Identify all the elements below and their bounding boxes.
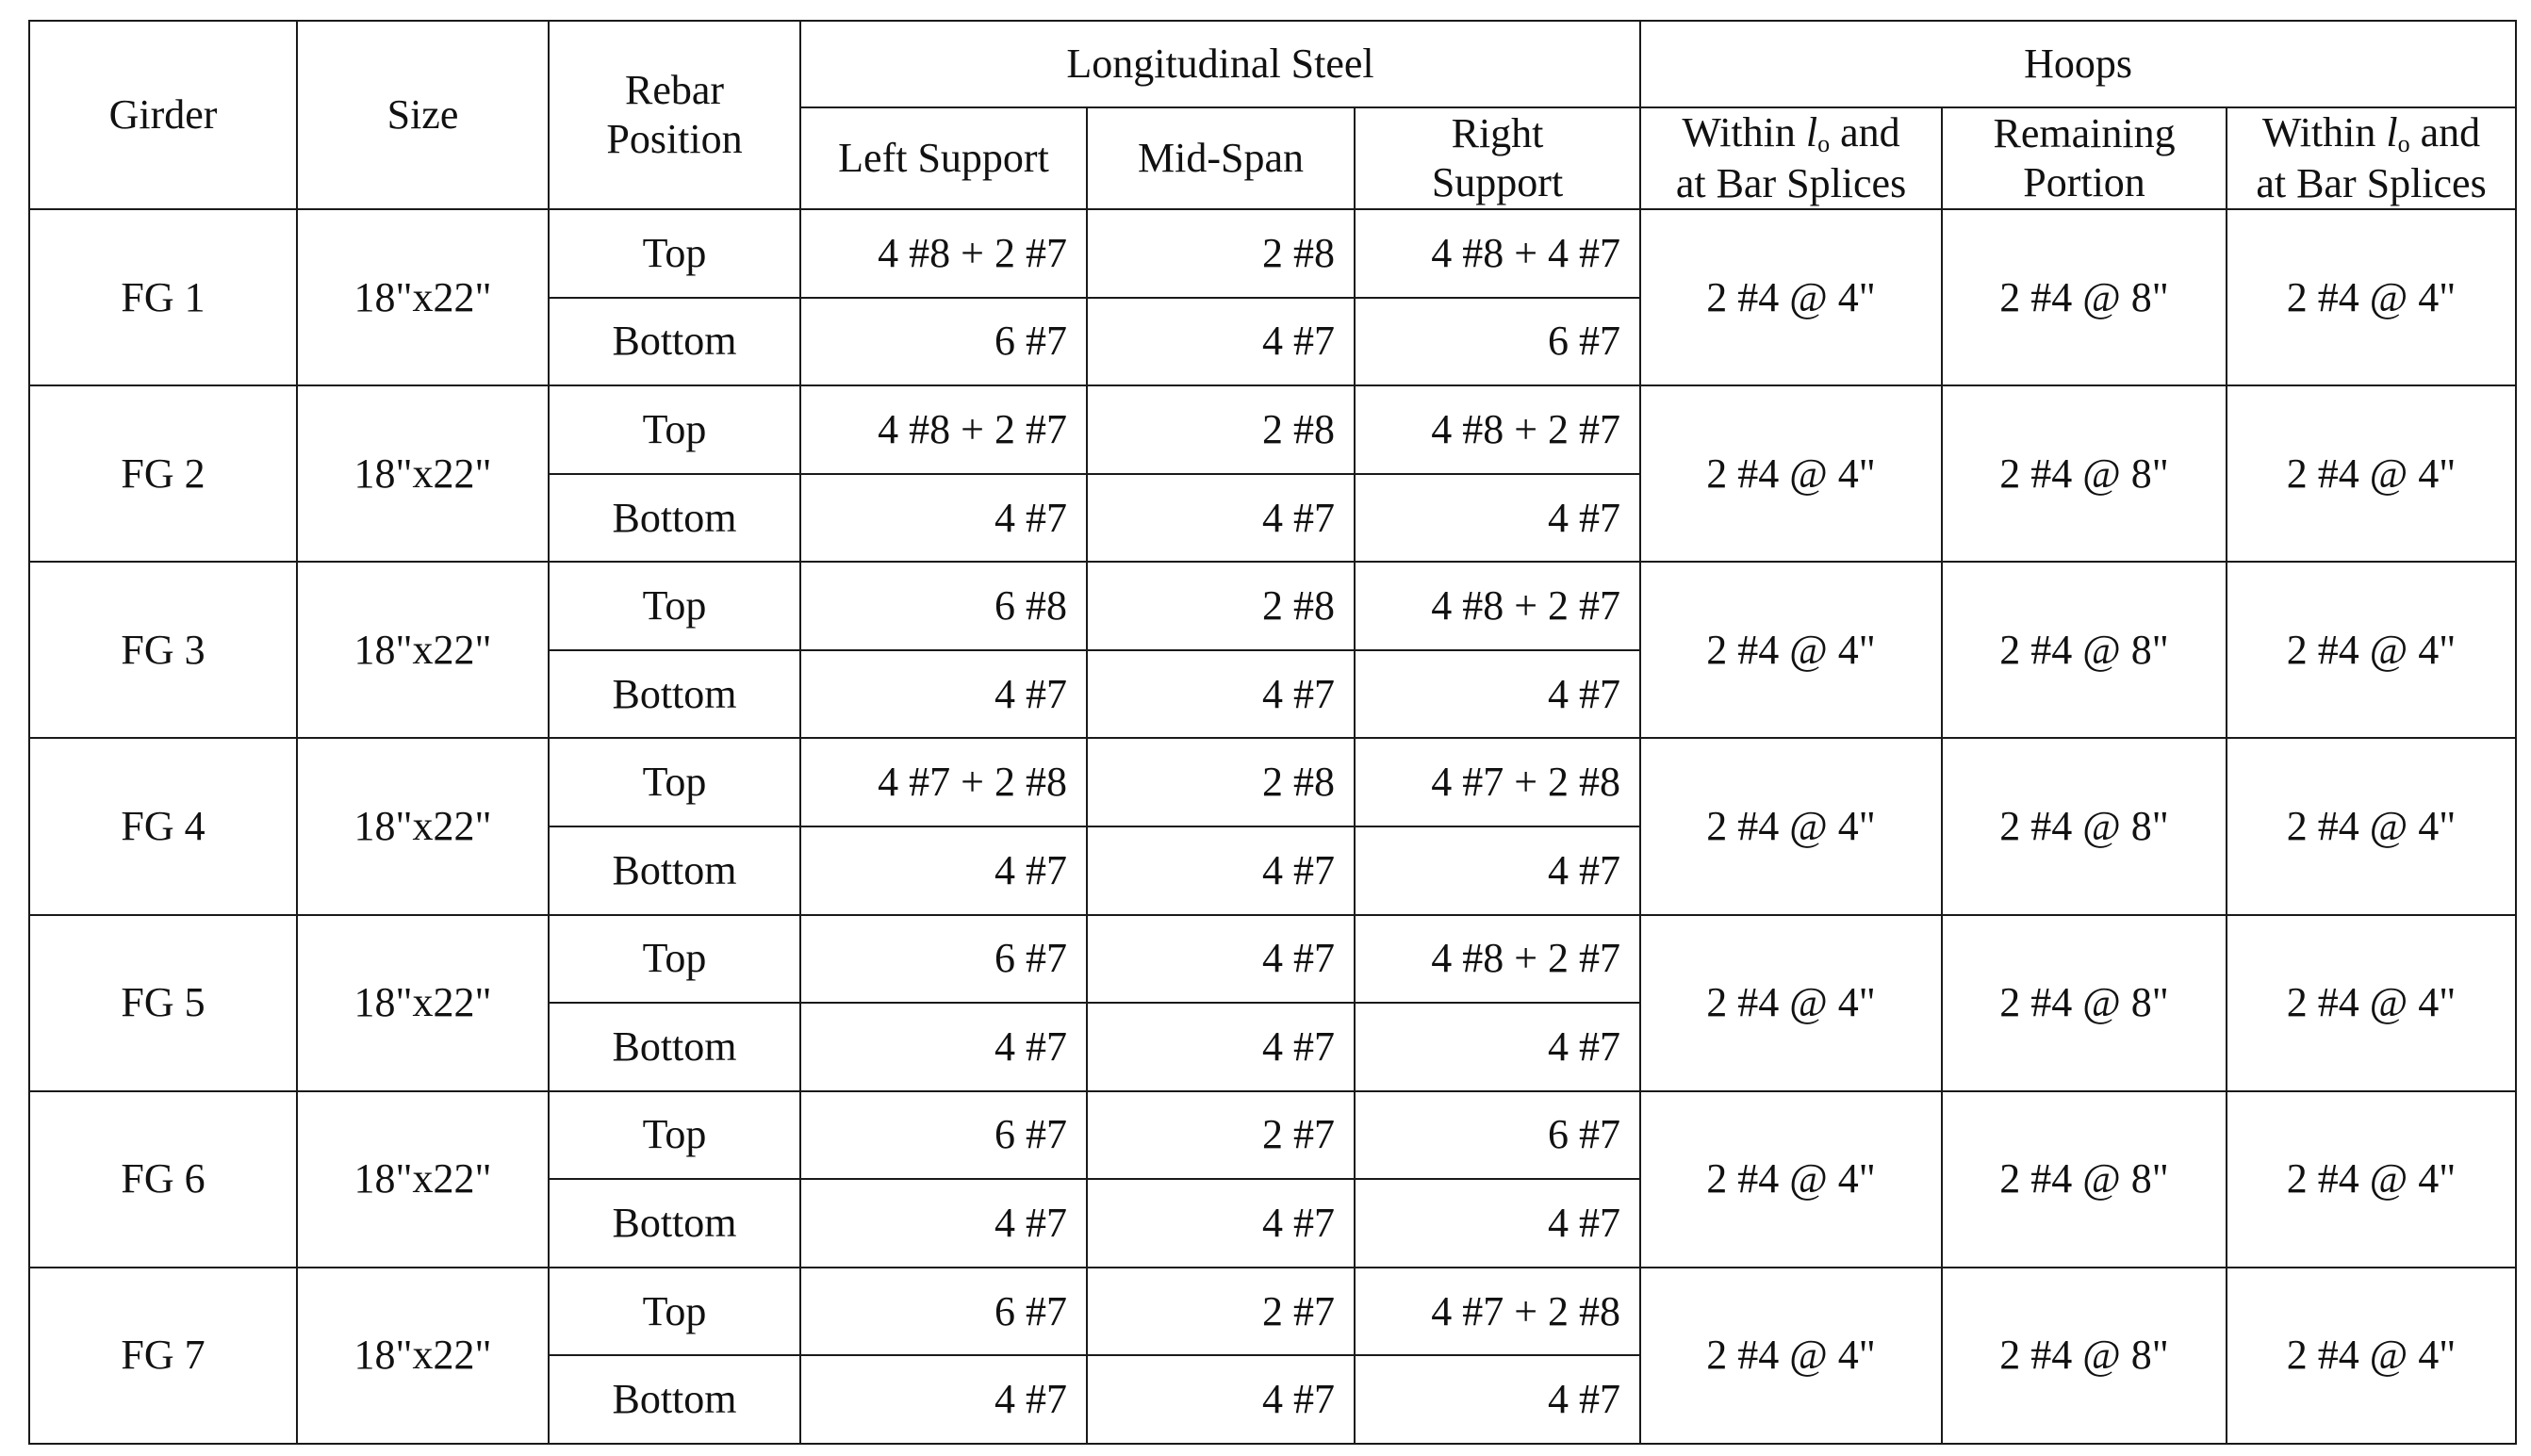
top-right-support: 4 #8 + 2 #7: [1355, 385, 1640, 474]
top-left-support: 6 #7: [800, 1268, 1087, 1356]
rebar-position-bottom: Bottom: [549, 826, 800, 915]
bottom-left-support: 4 #7: [800, 1355, 1087, 1444]
hoops-within-lo-left: 2 #4 @ 4": [1640, 915, 1942, 1091]
top-mid-span: 2 #7: [1087, 1091, 1355, 1180]
header-rebar-position-line2: Position: [606, 116, 743, 162]
girder-row-top: [29, 915, 2516, 1004]
header-hoops-remaining-portion: Remaining Portion: [1942, 107, 2227, 209]
hoops-within-lo-right: 2 #4 @ 4": [2227, 209, 2516, 385]
size-cell: 18"x22": [297, 915, 549, 1091]
bottom-right-support: 4 #7: [1355, 1355, 1640, 1444]
bottom-right-support: 6 #7: [1355, 298, 1640, 386]
girder-cell: FG 5: [29, 915, 297, 1091]
rebar-position-top: Top: [549, 1268, 800, 1356]
bottom-mid-span: 4 #7: [1087, 826, 1355, 915]
bottom-right-support: 4 #7: [1355, 474, 1640, 563]
hoops-remaining-portion: 2 #4 @ 8": [1942, 385, 2227, 562]
hoops-within-lo-left: 2 #4 @ 4": [1640, 1091, 1942, 1268]
size-cell: 18"x22": [297, 209, 549, 385]
top-left-support: 4 #7 + 2 #8: [800, 738, 1087, 826]
hoops-remaining-portion: 2 #4 @ 8": [1942, 562, 2227, 738]
top-left-support: 6 #8: [800, 562, 1087, 650]
top-left-support: 6 #7: [800, 915, 1087, 1004]
hoops-within-lo-left: 2 #4 @ 4": [1640, 385, 1942, 562]
rebar-position-top: Top: [549, 562, 800, 650]
girder-row-top: [29, 209, 2516, 298]
girder-row-top: [29, 562, 2516, 650]
size-cell: 18"x22": [297, 738, 549, 914]
header-rebar-position: [549, 21, 800, 209]
top-right-support: 4 #7 + 2 #8: [1355, 738, 1640, 826]
rebar-position-top: Top: [549, 1091, 800, 1180]
hoops-within-lo-right: 2 #4 @ 4": [2227, 915, 2516, 1091]
hoops-remaining-portion: 2 #4 @ 8": [1942, 1268, 2227, 1444]
bottom-mid-span: 4 #7: [1087, 650, 1355, 739]
bottom-left-support: 4 #7: [800, 1179, 1087, 1268]
girder-cell: FG 4: [29, 738, 297, 914]
bottom-right-support: 4 #7: [1355, 1179, 1640, 1268]
bottom-mid-span: 4 #7: [1087, 1003, 1355, 1091]
girder-row-top: [29, 1091, 2516, 1180]
bottom-left-support: 4 #7: [800, 826, 1087, 915]
top-mid-span: 2 #8: [1087, 738, 1355, 826]
hoops-remaining-portion: 2 #4 @ 8": [1942, 209, 2227, 385]
hoops-within-lo-left: 2 #4 @ 4": [1640, 738, 1942, 914]
bottom-right-support: 4 #7: [1355, 1003, 1640, 1091]
top-right-support: 6 #7: [1355, 1091, 1640, 1180]
rebar-position-bottom: Bottom: [549, 1355, 800, 1444]
bottom-right-support: 4 #7: [1355, 650, 1640, 739]
bottom-mid-span: 4 #7: [1087, 1355, 1355, 1444]
header-right-support: [1355, 107, 1640, 209]
rebar-position-top: Top: [549, 738, 800, 826]
hoops-within-lo-right: 2 #4 @ 4": [2227, 1091, 2516, 1268]
top-mid-span: 2 #7: [1087, 1268, 1355, 1356]
top-right-support: 4 #8 + 2 #7: [1355, 562, 1640, 650]
girder-cell: FG 3: [29, 562, 297, 738]
size-cell: 18"x22": [297, 1091, 549, 1268]
header-hoops: Hoops: [1640, 21, 2516, 107]
hoops-within-lo-right: 2 #4 @ 4": [2227, 385, 2516, 562]
bottom-right-support: 4 #7: [1355, 826, 1640, 915]
top-left-support: 4 #8 + 2 #7: [800, 385, 1087, 474]
bottom-left-support: 4 #7: [800, 474, 1087, 563]
header-row-group: [29, 21, 2516, 107]
rebar-position-bottom: Bottom: [549, 650, 800, 739]
header-left-support: Left Support: [800, 107, 1087, 209]
top-left-support: 4 #8 + 2 #7: [800, 209, 1087, 298]
header-girder: Girder: [29, 21, 297, 209]
hoops-remaining-portion: 2 #4 @ 8": [1942, 915, 2227, 1091]
hoops-within-lo-right: 2 #4 @ 4": [2227, 562, 2516, 738]
top-mid-span: 2 #8: [1087, 209, 1355, 298]
bottom-left-support: 4 #7: [800, 1003, 1087, 1091]
girder-cell: FG 6: [29, 1091, 297, 1268]
header-mid-span: Mid-Span: [1087, 107, 1355, 209]
girder-cell: FG 1: [29, 209, 297, 385]
rebar-position-bottom: Bottom: [549, 474, 800, 563]
rebar-position-bottom: Bottom: [549, 1003, 800, 1091]
bottom-left-support: 6 #7: [800, 298, 1087, 386]
table-body: [29, 209, 2516, 1444]
hoops-remaining-portion: 2 #4 @ 8": [1942, 738, 2227, 914]
rebar-position-top: Top: [549, 915, 800, 1004]
top-right-support: 4 #7 + 2 #8: [1355, 1268, 1640, 1356]
top-mid-span: 2 #8: [1087, 385, 1355, 474]
girder-cell: FG 2: [29, 385, 297, 562]
girder-cell: FG 7: [29, 1268, 297, 1444]
top-left-support: 6 #7: [800, 1091, 1087, 1180]
bottom-left-support: 4 #7: [800, 650, 1087, 739]
hoops-within-lo-left: 2 #4 @ 4": [1640, 562, 1942, 738]
rebar-position-bottom: Bottom: [549, 1179, 800, 1268]
rebar-position-bottom: Bottom: [549, 298, 800, 386]
girder-row-top: [29, 1268, 2516, 1356]
bottom-mid-span: 4 #7: [1087, 474, 1355, 563]
girder-row-top: [29, 738, 2516, 826]
bottom-mid-span: 4 #7: [1087, 1179, 1355, 1268]
size-cell: 18"x22": [297, 1268, 549, 1444]
header-rebar-position-line1: Rebar: [624, 67, 725, 114]
girder-rebar-table: [28, 20, 2517, 1445]
top-right-support: 4 #8 + 4 #7: [1355, 209, 1640, 298]
rebar-position-top: Top: [549, 209, 800, 298]
header-longitudinal-steel: Longitudinal Steel: [800, 21, 1640, 107]
hoops-within-lo-left: 2 #4 @ 4": [1640, 209, 1942, 385]
header-right-support-line1: Right: [1451, 110, 1544, 157]
hoops-within-lo-right: 2 #4 @ 4": [2227, 738, 2516, 914]
header-size: Size: [297, 21, 549, 209]
header-hoops-within-lo-left: Within $l_o$ and at Bar Splices: [1640, 107, 1942, 209]
top-right-support: 4 #8 + 2 #7: [1355, 915, 1640, 1004]
hoops-within-lo-left: 2 #4 @ 4": [1640, 1268, 1942, 1444]
hoops-within-lo-right: 2 #4 @ 4": [2227, 1268, 2516, 1444]
size-cell: 18"x22": [297, 562, 549, 738]
header-right-support-line2: Support: [1431, 159, 1564, 205]
top-mid-span: 4 #7: [1087, 915, 1355, 1004]
bottom-mid-span: 4 #7: [1087, 298, 1355, 386]
header-hoops-within-lo-right: Within $l_o$ and at Bar Splices: [2227, 107, 2516, 209]
size-cell: 18"x22": [297, 385, 549, 562]
rebar-position-top: Top: [549, 385, 800, 474]
top-mid-span: 2 #8: [1087, 562, 1355, 650]
girder-row-top: [29, 385, 2516, 474]
hoops-remaining-portion: 2 #4 @ 8": [1942, 1091, 2227, 1268]
